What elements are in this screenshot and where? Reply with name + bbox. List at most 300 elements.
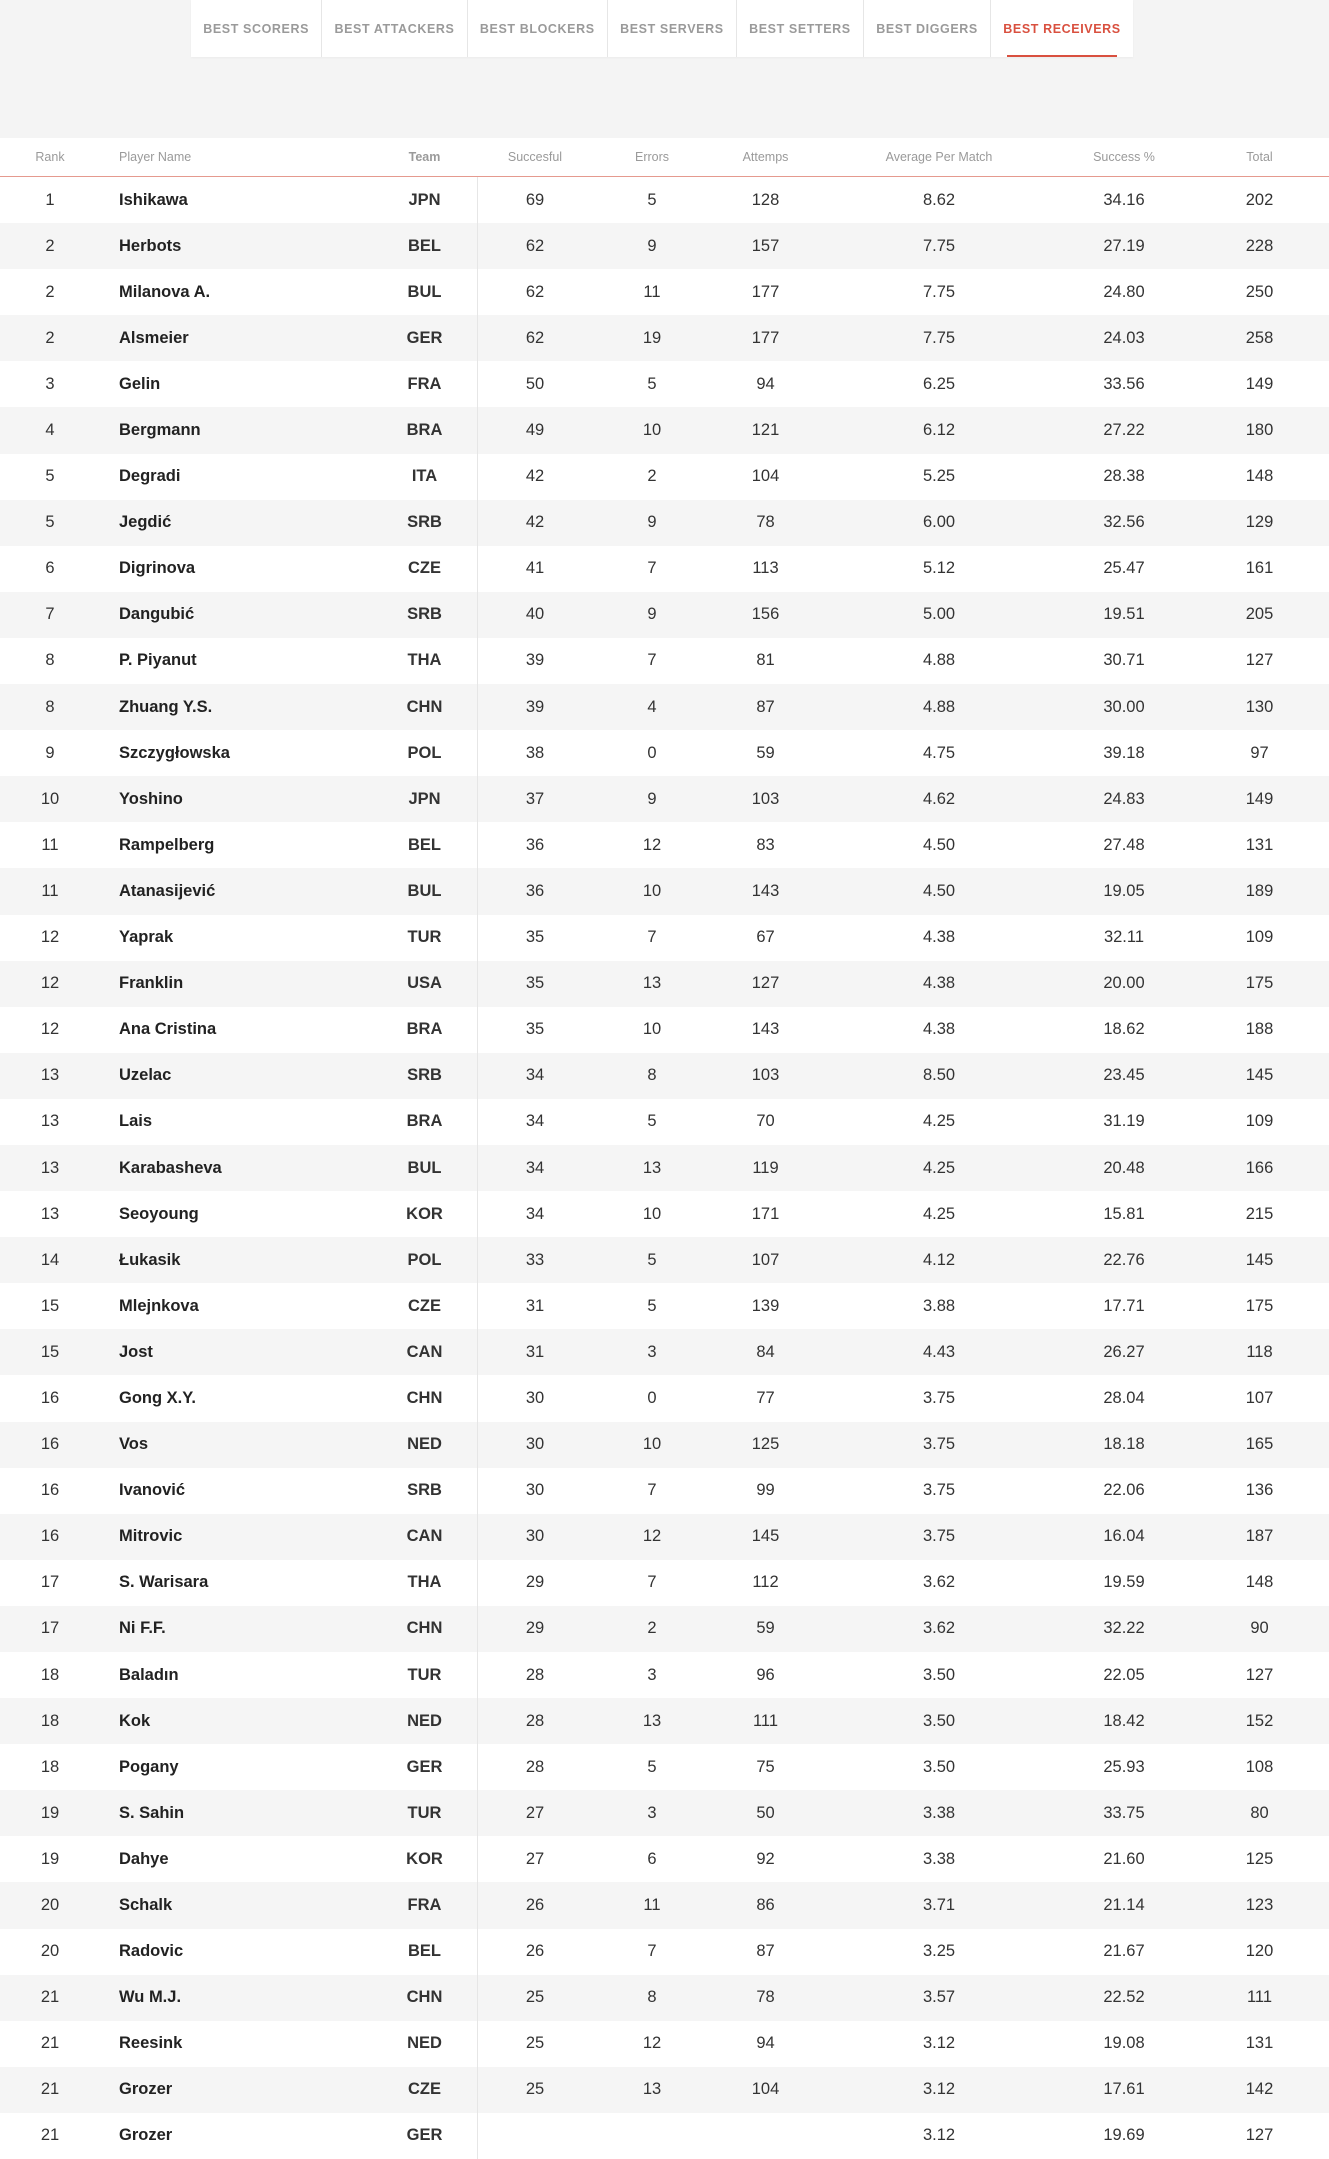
cell-player-name[interactable]: Herbots: [119, 236, 182, 255]
cell-player-name[interactable]: S. Warisara: [119, 1573, 209, 1592]
cell-average-per-match: 4.88: [922, 697, 956, 716]
cell-team: THA: [372, 1560, 478, 1606]
cell-successful: 62: [525, 328, 545, 347]
cell-average-per-match: 6.00: [922, 513, 956, 532]
cell-rank: 12: [40, 928, 60, 947]
cell-successful: 42: [525, 467, 545, 486]
cell-attempts: 125: [751, 1435, 780, 1454]
table-row: [0, 1145, 1329, 1191]
cell-success-percent: 27.48: [1103, 835, 1145, 854]
tab-best-diggers[interactable]: BEST DIGGERS: [864, 0, 991, 57]
cell-successful: 35: [525, 974, 545, 993]
cell-team: GER: [372, 1744, 478, 1790]
cell-team: CAN: [372, 1329, 478, 1375]
cell-player-name[interactable]: Vos: [119, 1435, 149, 1454]
cell-success-percent: 18.62: [1103, 1020, 1145, 1039]
tab-best-receivers[interactable]: BEST RECEIVERS: [991, 0, 1133, 57]
cell-team: BEL: [372, 223, 478, 269]
table-row: [0, 2113, 1329, 2159]
cell-player-name[interactable]: Dahye: [119, 1849, 169, 1868]
cell-team: TUR: [372, 1652, 478, 1698]
cell-average-per-match: 6.25: [922, 374, 956, 393]
cell-success-percent: 22.76: [1103, 1250, 1145, 1269]
cell-attempts: 143: [751, 881, 780, 900]
cell-total: 97: [1250, 743, 1269, 762]
cell-success-percent: 30.00: [1103, 697, 1145, 716]
cell-team: JPN: [372, 177, 478, 223]
cell-average-per-match: 4.25: [922, 1158, 956, 1177]
cell-errors: 12: [642, 835, 662, 854]
cell-total: 189: [1245, 881, 1274, 900]
cell-attempts: 78: [756, 1988, 775, 2007]
cell-player-name[interactable]: Degradi: [119, 467, 181, 486]
cell-errors: 2: [647, 1619, 657, 1638]
cell-errors: 7: [647, 928, 657, 947]
cell-success-percent: 28.04: [1103, 1388, 1145, 1407]
cell-average-per-match: 8.50: [922, 1066, 956, 1085]
table-row: [0, 730, 1329, 776]
cell-attempts: 78: [756, 513, 775, 532]
table-row: [0, 1007, 1329, 1053]
tab-best-scorers[interactable]: BEST SCORERS: [191, 0, 322, 57]
cell-attempts: 92: [756, 1849, 775, 1868]
cell-player-name[interactable]: Seoyoung: [119, 1204, 199, 1223]
cell-player-name[interactable]: Uzelac: [119, 1066, 172, 1085]
table-row: [0, 315, 1329, 361]
cell-rank: 16: [40, 1527, 60, 1546]
cell-errors: 6: [647, 1849, 657, 1868]
cell-success-percent: 33.75: [1103, 1803, 1145, 1822]
cell-successful: 62: [525, 236, 545, 255]
cell-errors: 10: [642, 881, 662, 900]
cell-attempts: 119: [752, 1158, 779, 1177]
cell-successful: 49: [525, 421, 545, 440]
cell-player-name[interactable]: P. Piyanut: [119, 651, 197, 670]
cell-success-percent: 24.80: [1103, 282, 1145, 301]
table-row: [0, 1560, 1329, 1606]
cell-success-percent: 21.60: [1103, 1849, 1145, 1868]
cell-rank: 12: [40, 1020, 60, 1039]
cell-rank: 21: [40, 2034, 60, 2053]
cell-errors: 12: [642, 2034, 662, 2053]
cell-player-name[interactable]: Łukasik: [119, 1250, 181, 1269]
cell-average-per-match: 3.12: [922, 2034, 956, 2053]
cell-successful: 25: [525, 1988, 545, 2007]
table-body: [0, 177, 1329, 2159]
cell-errors: 3: [647, 1665, 657, 1684]
cell-attempts: 113: [752, 559, 779, 578]
cell-attempts: 70: [756, 1112, 775, 1131]
cell-attempts: 143: [751, 1020, 780, 1039]
table-row: [0, 2021, 1329, 2067]
cell-player-name[interactable]: Pogany: [119, 1757, 179, 1776]
cell-attempts: 103: [751, 789, 780, 808]
cell-average-per-match: 3.38: [922, 1849, 956, 1868]
cell-success-percent: 19.51: [1103, 605, 1145, 624]
cell-success-percent: 32.22: [1103, 1619, 1145, 1638]
cell-total: 258: [1245, 328, 1274, 347]
cell-total: 111: [1246, 1988, 1273, 2007]
cell-attempts: 99: [756, 1481, 775, 1500]
cell-average-per-match: 3.38: [922, 1803, 956, 1822]
cell-errors: 9: [647, 605, 657, 624]
cell-total: 127: [1245, 1665, 1274, 1684]
cell-rank: 9: [45, 743, 55, 762]
cell-errors: 7: [647, 1942, 657, 1961]
cell-rank: 21: [40, 2080, 60, 2099]
cell-attempts: 67: [756, 928, 775, 947]
cell-team: CZE: [372, 1283, 478, 1329]
cell-player-name[interactable]: Rampelberg: [119, 835, 215, 854]
cell-attempts: 157: [751, 236, 780, 255]
cell-total: 215: [1245, 1204, 1274, 1223]
cell-player-name[interactable]: Bergmann: [119, 421, 201, 440]
cell-player-name[interactable]: Kok: [119, 1711, 151, 1730]
header-rank: Rank: [35, 150, 65, 164]
cell-team: POL: [372, 730, 478, 776]
cell-errors: 5: [647, 190, 657, 209]
cell-average-per-match: 3.71: [922, 1896, 956, 1915]
cell-total: 127: [1245, 2126, 1274, 2145]
table-row: [0, 1652, 1329, 1698]
cell-rank: 17: [40, 1573, 60, 1592]
tab-best-blockers[interactable]: BEST BLOCKERS: [468, 0, 608, 57]
cell-attempts: 171: [751, 1204, 780, 1223]
cell-rank: 4: [45, 421, 55, 440]
cell-rank: 2: [45, 282, 55, 301]
cell-team: KOR: [372, 1836, 478, 1882]
cell-total: 120: [1245, 1942, 1274, 1961]
cell-average-per-match: 3.75: [922, 1481, 956, 1500]
cell-player-name[interactable]: Grozer: [119, 2080, 173, 2099]
cell-total: 149: [1245, 374, 1274, 393]
table-row: [0, 2067, 1329, 2113]
cell-attempts: 94: [756, 374, 775, 393]
cell-attempts: 104: [751, 467, 780, 486]
cell-successful: 41: [525, 559, 545, 578]
cell-successful: 69: [525, 190, 545, 209]
cell-errors: 8: [647, 1066, 657, 1085]
cell-successful: 38: [525, 743, 545, 762]
cell-attempts: 81: [756, 651, 775, 670]
cell-player-name[interactable]: Gelin: [119, 374, 161, 393]
cell-average-per-match: 6.12: [922, 421, 956, 440]
table-row: [0, 1237, 1329, 1283]
cell-team: SRB: [372, 1053, 478, 1099]
cell-errors: 13: [642, 1711, 662, 1730]
cell-player-name[interactable]: Mitrovic: [119, 1527, 183, 1546]
table-row: [0, 269, 1329, 315]
cell-success-percent: 17.61: [1103, 2080, 1145, 2099]
cell-attempts: 59: [756, 1619, 775, 1638]
table-row: [0, 546, 1329, 592]
cell-player-name[interactable]: Ana Cristina: [119, 1020, 217, 1039]
cell-average-per-match: 7.75: [922, 236, 956, 255]
cell-success-percent: 24.83: [1103, 789, 1145, 808]
table-row: [0, 1283, 1329, 1329]
cell-success-percent: 27.19: [1103, 236, 1145, 255]
cell-rank: 2: [45, 328, 55, 347]
cell-success-percent: 19.08: [1103, 2034, 1145, 2053]
table-row: [0, 1790, 1329, 1836]
cell-total: 129: [1245, 513, 1274, 532]
cell-rank: 18: [40, 1711, 60, 1730]
cell-average-per-match: 7.75: [922, 328, 956, 347]
cell-team: BEL: [372, 822, 478, 868]
cell-successful: 29: [525, 1619, 545, 1638]
cell-successful: 34: [525, 1112, 545, 1131]
cell-successful: 36: [525, 881, 545, 900]
cell-success-percent: 31.19: [1103, 1112, 1145, 1131]
cell-successful: 50: [525, 374, 545, 393]
cell-rank: 19: [40, 1803, 60, 1822]
cell-success-percent: 30.71: [1103, 651, 1145, 670]
cell-player-name[interactable]: Dangubić: [119, 605, 195, 624]
header-attempts: Attemps: [742, 150, 789, 164]
cell-successful: 26: [525, 1896, 545, 1915]
table-row: [0, 177, 1329, 223]
cell-rank: 21: [40, 1988, 60, 2007]
cell-total: 187: [1245, 1527, 1274, 1546]
cell-success-percent: 32.56: [1103, 513, 1145, 532]
cell-success-percent: 17.71: [1103, 1296, 1145, 1315]
cell-total: 118: [1246, 1342, 1273, 1361]
cell-player-name[interactable]: Karabasheva: [119, 1158, 222, 1177]
cell-average-per-match: 3.62: [922, 1619, 956, 1638]
cell-rank: 19: [40, 1849, 60, 1868]
cell-success-percent: 20.48: [1103, 1158, 1145, 1177]
cell-errors: 13: [642, 1158, 662, 1177]
cell-successful: 33: [525, 1250, 545, 1269]
cell-errors: 4: [647, 697, 657, 716]
cell-player-name[interactable]: Reesink: [119, 2034, 183, 2053]
cell-average-per-match: 4.38: [922, 974, 956, 993]
cell-player-name[interactable]: Grozer: [119, 2126, 173, 2145]
cell-success-percent: 15.81: [1103, 1204, 1145, 1223]
cell-errors: 5: [647, 1296, 657, 1315]
cell-team: THA: [372, 638, 478, 684]
cell-total: 123: [1245, 1896, 1274, 1915]
cell-team: BUL: [372, 1145, 478, 1191]
cell-average-per-match: 3.50: [922, 1711, 956, 1730]
cell-successful: 26: [525, 1942, 545, 1961]
header-success-percent: Success %: [1093, 150, 1155, 164]
table-row: [0, 1929, 1329, 1975]
cell-average-per-match: 3.25: [922, 1942, 956, 1961]
cell-team: POL: [372, 1237, 478, 1283]
cell-rank: 13: [40, 1112, 60, 1131]
cell-attempts: 177: [751, 282, 780, 301]
cell-average-per-match: 4.50: [922, 835, 956, 854]
cell-player-name[interactable]: Szczygłowska: [119, 743, 230, 762]
table-row: [0, 592, 1329, 638]
cell-success-percent: 18.18: [1103, 1435, 1145, 1454]
cell-successful: 34: [525, 1158, 545, 1177]
cell-successful: 36: [525, 835, 545, 854]
cell-errors: 11: [643, 1896, 661, 1915]
cell-total: 175: [1245, 974, 1274, 993]
table-row: [0, 1514, 1329, 1560]
cell-successful: 37: [525, 789, 545, 808]
cell-team: NED: [372, 1422, 478, 1468]
cell-total: 250: [1245, 282, 1274, 301]
cell-team: FRA: [372, 361, 478, 407]
cell-total: 205: [1245, 605, 1274, 624]
cell-player-name[interactable]: Jegdić: [119, 513, 172, 532]
cell-errors: 5: [647, 1112, 657, 1131]
cell-team: SRB: [372, 592, 478, 638]
cell-team: GER: [372, 2113, 478, 2159]
cell-average-per-match: 3.57: [922, 1988, 956, 2007]
cell-attempts: 111: [752, 1711, 779, 1730]
cell-successful: 31: [525, 1342, 545, 1361]
cell-player-name[interactable]: Ni F.F.: [119, 1619, 166, 1638]
cell-successful: 29: [525, 1573, 545, 1592]
cell-successful: 30: [525, 1435, 545, 1454]
table-row: [0, 1882, 1329, 1928]
cell-player-name[interactable]: Jost: [119, 1342, 153, 1361]
cell-player-name[interactable]: Radovic: [119, 1942, 184, 1961]
cell-successful: 40: [525, 605, 545, 624]
cell-player-name[interactable]: Ishikawa: [119, 190, 188, 209]
cell-player-name[interactable]: Lais: [119, 1112, 153, 1131]
table-row: [0, 1329, 1329, 1375]
cell-total: 131: [1245, 835, 1274, 854]
cell-success-percent: 25.93: [1103, 1757, 1145, 1776]
cell-successful: 25: [525, 2080, 545, 2099]
cell-player-name[interactable]: Atanasijević: [119, 881, 216, 900]
cell-attempts: 87: [756, 697, 775, 716]
cell-total: 228: [1245, 236, 1274, 255]
cell-team: CAN: [372, 1514, 478, 1560]
cell-success-percent: 32.11: [1103, 928, 1145, 947]
cell-total: 165: [1245, 1435, 1274, 1454]
cell-player-name[interactable]: Milanova A.: [119, 282, 211, 301]
cell-errors: 11: [643, 282, 661, 301]
cell-total: 145: [1245, 1250, 1274, 1269]
cell-average-per-match: 4.62: [922, 789, 956, 808]
cell-errors: 5: [647, 1757, 657, 1776]
cell-rank: 20: [40, 1942, 60, 1961]
cell-errors: 10: [642, 1020, 662, 1039]
cell-player-name[interactable]: Gong X.Y.: [119, 1388, 197, 1407]
cell-player-name[interactable]: Digrinova: [119, 559, 196, 578]
tab-best-attackers[interactable]: BEST ATTACKERS: [322, 0, 467, 57]
cell-average-per-match: 4.25: [922, 1204, 956, 1223]
cell-average-per-match: 4.50: [922, 881, 956, 900]
cell-success-percent: 20.00: [1103, 974, 1145, 993]
tab-best-setters[interactable]: BEST SETTERS: [737, 0, 864, 57]
cell-total: 161: [1245, 559, 1274, 578]
cell-player-name[interactable]: Yaprak: [119, 928, 174, 947]
cell-errors: 10: [642, 1204, 662, 1223]
cell-errors: 7: [647, 559, 657, 578]
cell-errors: 10: [642, 1435, 662, 1454]
cell-player-name[interactable]: Franklin: [119, 974, 184, 993]
cell-team: NED: [372, 1698, 478, 1744]
cell-successful: 39: [525, 697, 545, 716]
cell-rank: 2: [45, 236, 55, 255]
cell-team: USA: [372, 961, 478, 1007]
cell-total: 80: [1250, 1803, 1269, 1822]
cell-average-per-match: 4.38: [922, 928, 956, 947]
cell-total: 127: [1245, 651, 1274, 670]
cell-total: 136: [1245, 1481, 1274, 1500]
cell-team: CZE: [372, 546, 478, 592]
cell-errors: 7: [647, 651, 657, 670]
cell-rank: 11: [41, 835, 59, 854]
cell-attempts: 86: [756, 1896, 775, 1915]
cell-average-per-match: 4.88: [922, 651, 956, 670]
cell-rank: 10: [40, 789, 60, 808]
table-row: [0, 1053, 1329, 1099]
cell-team: BRA: [372, 407, 478, 453]
cell-team: BUL: [372, 868, 478, 914]
cell-errors: 13: [642, 2080, 662, 2099]
cell-player-name[interactable]: Ivanović: [119, 1481, 186, 1500]
cell-success-percent: 21.67: [1103, 1942, 1145, 1961]
cell-errors: 9: [647, 236, 657, 255]
cell-rank: 5: [45, 513, 55, 532]
cell-player-name[interactable]: Yoshino: [119, 789, 183, 808]
cell-rank: 16: [40, 1481, 60, 1500]
table-row: [0, 1468, 1329, 1514]
cell-rank: 7: [45, 605, 55, 624]
cell-errors: 2: [647, 467, 657, 486]
cell-success-percent: 33.56: [1103, 374, 1145, 393]
table-row: [0, 684, 1329, 730]
cell-total: 166: [1245, 1158, 1274, 1177]
cell-successful: 25: [525, 2034, 545, 2053]
table-row: [0, 1375, 1329, 1421]
cell-player-name[interactable]: Baladın: [119, 1665, 179, 1684]
cell-total: 107: [1245, 1388, 1274, 1407]
cell-player-name[interactable]: Alsmeier: [119, 328, 189, 347]
cell-player-name[interactable]: Zhuang Y.S.: [119, 697, 213, 716]
cell-success-percent: 24.03: [1103, 328, 1145, 347]
tab-best-servers[interactable]: BEST SERVERS: [608, 0, 737, 57]
cell-average-per-match: 7.75: [922, 282, 956, 301]
cell-team: BRA: [372, 1007, 478, 1053]
cell-average-per-match: 3.75: [922, 1388, 956, 1407]
cell-player-name[interactable]: Schalk: [119, 1896, 173, 1915]
cell-rank: 18: [40, 1757, 60, 1776]
cell-player-name[interactable]: S. Sahin: [119, 1803, 185, 1822]
header-successful: Succesful: [507, 150, 563, 164]
cell-player-name[interactable]: Mlejnkova: [119, 1296, 199, 1315]
table-header: [0, 138, 1329, 177]
cell-attempts: 84: [756, 1342, 775, 1361]
cell-attempts: 75: [756, 1757, 775, 1776]
cell-rank: 21: [40, 2126, 60, 2145]
cell-success-percent: 19.59: [1103, 1573, 1145, 1592]
cell-average-per-match: 3.75: [922, 1435, 956, 1454]
cell-player-name[interactable]: Wu M.J.: [119, 1988, 182, 2007]
cell-team: FRA: [372, 1882, 478, 1928]
cell-successful: 27: [525, 1849, 545, 1868]
table-row: [0, 500, 1329, 546]
cell-attempts: 145: [751, 1527, 780, 1546]
cell-team: CHN: [372, 1606, 478, 1652]
cell-team: SRB: [372, 500, 478, 546]
cell-total: 175: [1245, 1296, 1274, 1315]
cell-success-percent: 22.52: [1103, 1988, 1145, 2007]
table-row: [0, 1975, 1329, 2021]
cell-success-percent: 19.69: [1103, 2126, 1145, 2145]
cell-rank: 6: [45, 559, 55, 578]
cell-average-per-match: 3.50: [922, 1757, 956, 1776]
cell-successful: 28: [525, 1711, 545, 1730]
